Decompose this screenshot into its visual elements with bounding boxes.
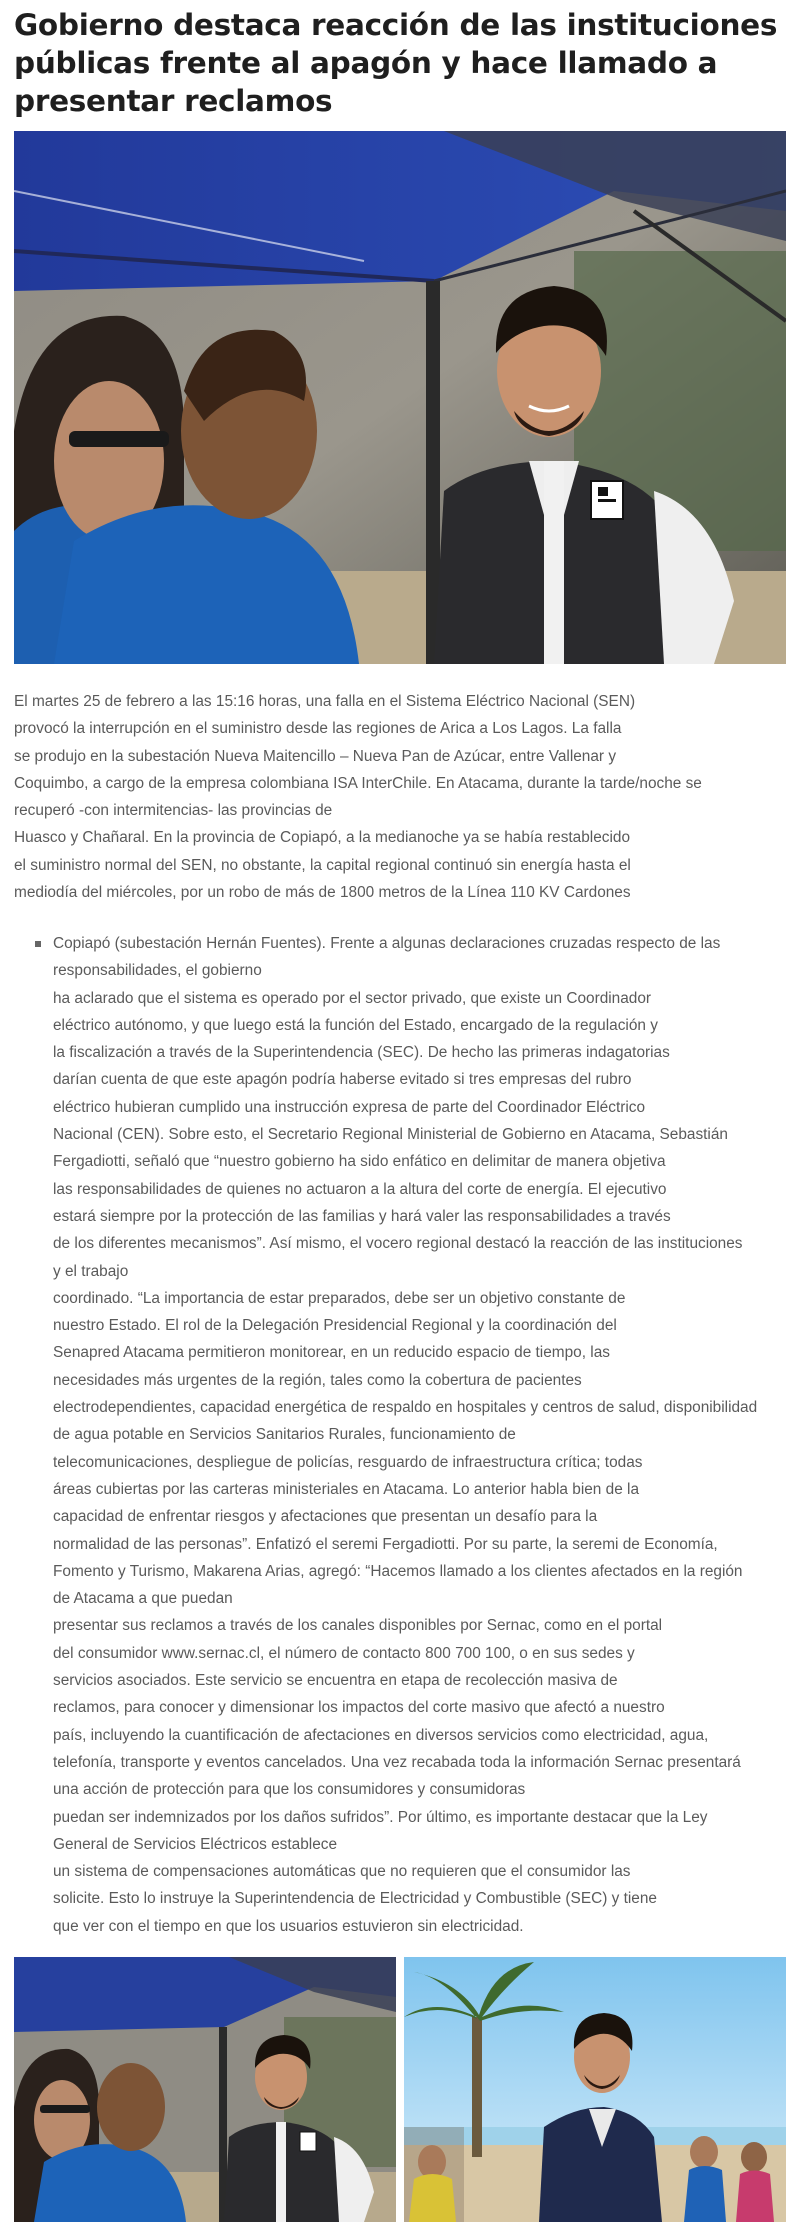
intro-line: mediodía del miércoles, por un robo de más de 1800 metros de la Línea 110 KV Cardones [14,884,631,902]
intro-line: el suministro normal del SEN, no obstante, la capital regional continuó sin energía hasta el [14,856,631,874]
bullet-line: telecomunicaciones, despliegue de policías, resguardo de infraestructura crítica; todas [53,1453,643,1471]
gallery-photo-beach[interactable] [404,1957,786,2222]
bullet-line: eléctrico autónomo, y que luego está la función del Estado, encargado de la regulación y [53,1016,658,1034]
bullet-line: necesidades más urgentes de la región, tales como la cobertura de pacientes [53,1371,582,1389]
intro-line: Coquimbo, a cargo de la empresa colombiana ISA InterChile. En Atacama, durante la tarde/noche se [14,774,702,792]
intro-line: recuperó -con intermitencias- las provincias de [14,802,333,820]
bullet-line: estará siempre por la protección de las familias y hará valer las responsabilidades a través [53,1207,671,1225]
bullet-line: Fomento y Turismo, Makarena Arias, agregó: “Hacemos llamado a los clientes afectados en la región [53,1562,743,1580]
bullet-line: presentar sus reclamos a través de los canales disponibles por Sernac, como en el portal [53,1617,663,1635]
bullet-line: Fergadiotti, señaló que “nuestro gobierno ha sido enfático en delimitar de manera objetiva [53,1153,666,1171]
bullet-line: un sistema de compensaciones automáticas que no requieren que el consumidor las [53,1863,631,1881]
bullet-line: Copiapó (subestación Hernán Fuentes). Frente a algunas declaraciones cruzadas respecto de las [53,935,721,952]
bullet-line: telefonía, transporte y eventos cancelados. Una vez recabada toda la información Sernac presentará [53,1753,741,1771]
bullet-line: eléctrico hubieran cumplido una instrucción expresa de parte del Coordinador Eléctrico [53,1098,646,1116]
hero-photo-illustration [14,131,786,664]
gallery-photo-tent[interactable] [14,1957,396,2222]
bullet-line: capacidad de enfrentar riesgos y afectaciones que presentan un desafío para la [53,1508,598,1526]
bullet-line: país, incluyendo la cuantificación de afectaciones en diversos servicios como electricidad, agua, [53,1726,709,1744]
bullet-line: puedan ser indemnizados por los daños sufridos”. Por último, es importante destacar que la Ley [53,1808,708,1826]
bullet-line: del consumidor www.sernac.cl, el número de contacto 800 700 100, o en sus sedes y [53,1644,635,1662]
bullet-line: electrodependientes, capacidad energética de respaldo en hospitales y centros de salud, disponibilidad [53,1399,758,1417]
bullet-line: responsabilidades, el gobierno [53,962,262,980]
article-title: Gobierno destaca reacción de las instituciones públicas frente al apagón y hace llamado a presentar reclamos [14,8,778,118]
intro-line: provocó la interrupción en el suministro desde las regiones de Arica a Los Lagos. La falla [14,720,622,738]
bullet-line: coordinado. “La importancia de estar preparados, debe ser un objetivo constante de [53,1289,626,1307]
bullet-line: Nacional (CEN). Sobre esto, el Secretario Regional Ministerial de Gobierno en Atacama, Sebastián [53,1126,728,1144]
bullet-line: ha aclarado que el sistema es operado por el sector privado, que existe un Coordinador [53,989,652,1007]
article-bullet-list [53,930,791,1940]
intro-line: El martes 25 de febrero a las 15:16 horas, una falla en el Sistema Eléctrico Nacional (SEN) [14,693,636,710]
bullet-line: y el trabajo [53,1262,129,1280]
bullet-line: las responsabilidades de quienes no actuaron a la altura del corte de energía. El ejecutivo [53,1180,667,1198]
bullet-line: la fiscalización a través de la Superintendencia (SEC). De hecho las primeras indagatorias [53,1044,670,1062]
list-item [53,930,791,1940]
hero-photo [14,131,786,664]
bullet-line: normalidad de las personas”. Enfatizó el seremi Fergadiotti. Por su parte, la seremi de Economía, [53,1535,718,1553]
bullet-line: áreas cubiertas por las carteras ministeriales en Atacama. Lo anterior habla bien de la [53,1480,640,1498]
bullet-line: servicios asociados. Este servicio se encuentra en etapa de recolección masiva de [53,1672,618,1690]
bullet-line: Senapred Atacama permitieron monitorear, en un reducido espacio de tiempo, las [53,1344,610,1362]
bullet-line: de Atacama a que puedan [53,1590,233,1608]
bullet-line: reclamos, para conocer y dimensionar los impactos del corte masivo que afectó a nuestro [53,1699,665,1717]
article-intro [14,688,789,906]
intro-paragraph [14,688,789,906]
gallery-photo-beach-illustration [404,1957,786,2222]
bullet-line: una acción de protección para que los consumidores y consumidoras [53,1781,526,1799]
intro-line: Huasco y Chañaral. En la provincia de Copiapó, a la medianoche ya se había restablecido [14,829,631,847]
gallery-photo-tent-illustration [14,1957,396,2222]
intro-line: se produjo en la subestación Nueva Maitencillo – Nueva Pan de Azúcar, entre Vallenar y [14,747,617,765]
bullet-line: nuestro Estado. El rol de la Delegación Presidencial Regional y la coordinación del [53,1317,617,1335]
bullet-line: que ver con el tiempo en que los usuarios estuvieron sin electricidad. [53,1917,524,1935]
bullet-line: General de Servicios Eléctricos establece [53,1835,338,1853]
bullet-line: darían cuenta de que este apagón podría haberse evitado si tres empresas del rubro [53,1071,632,1089]
bullet-line: de agua potable en Servicios Sanitarios Rurales, funcionamiento de [53,1426,516,1444]
bullet-line: de los diferentes mecanismos”. Así mismo, el vocero regional destacó la reacción de las instituciones [53,1235,743,1253]
bullet-line: solicite. Esto lo instruye la Superintendencia de Electricidad y Combustible (SEC) y tiene [53,1890,657,1908]
